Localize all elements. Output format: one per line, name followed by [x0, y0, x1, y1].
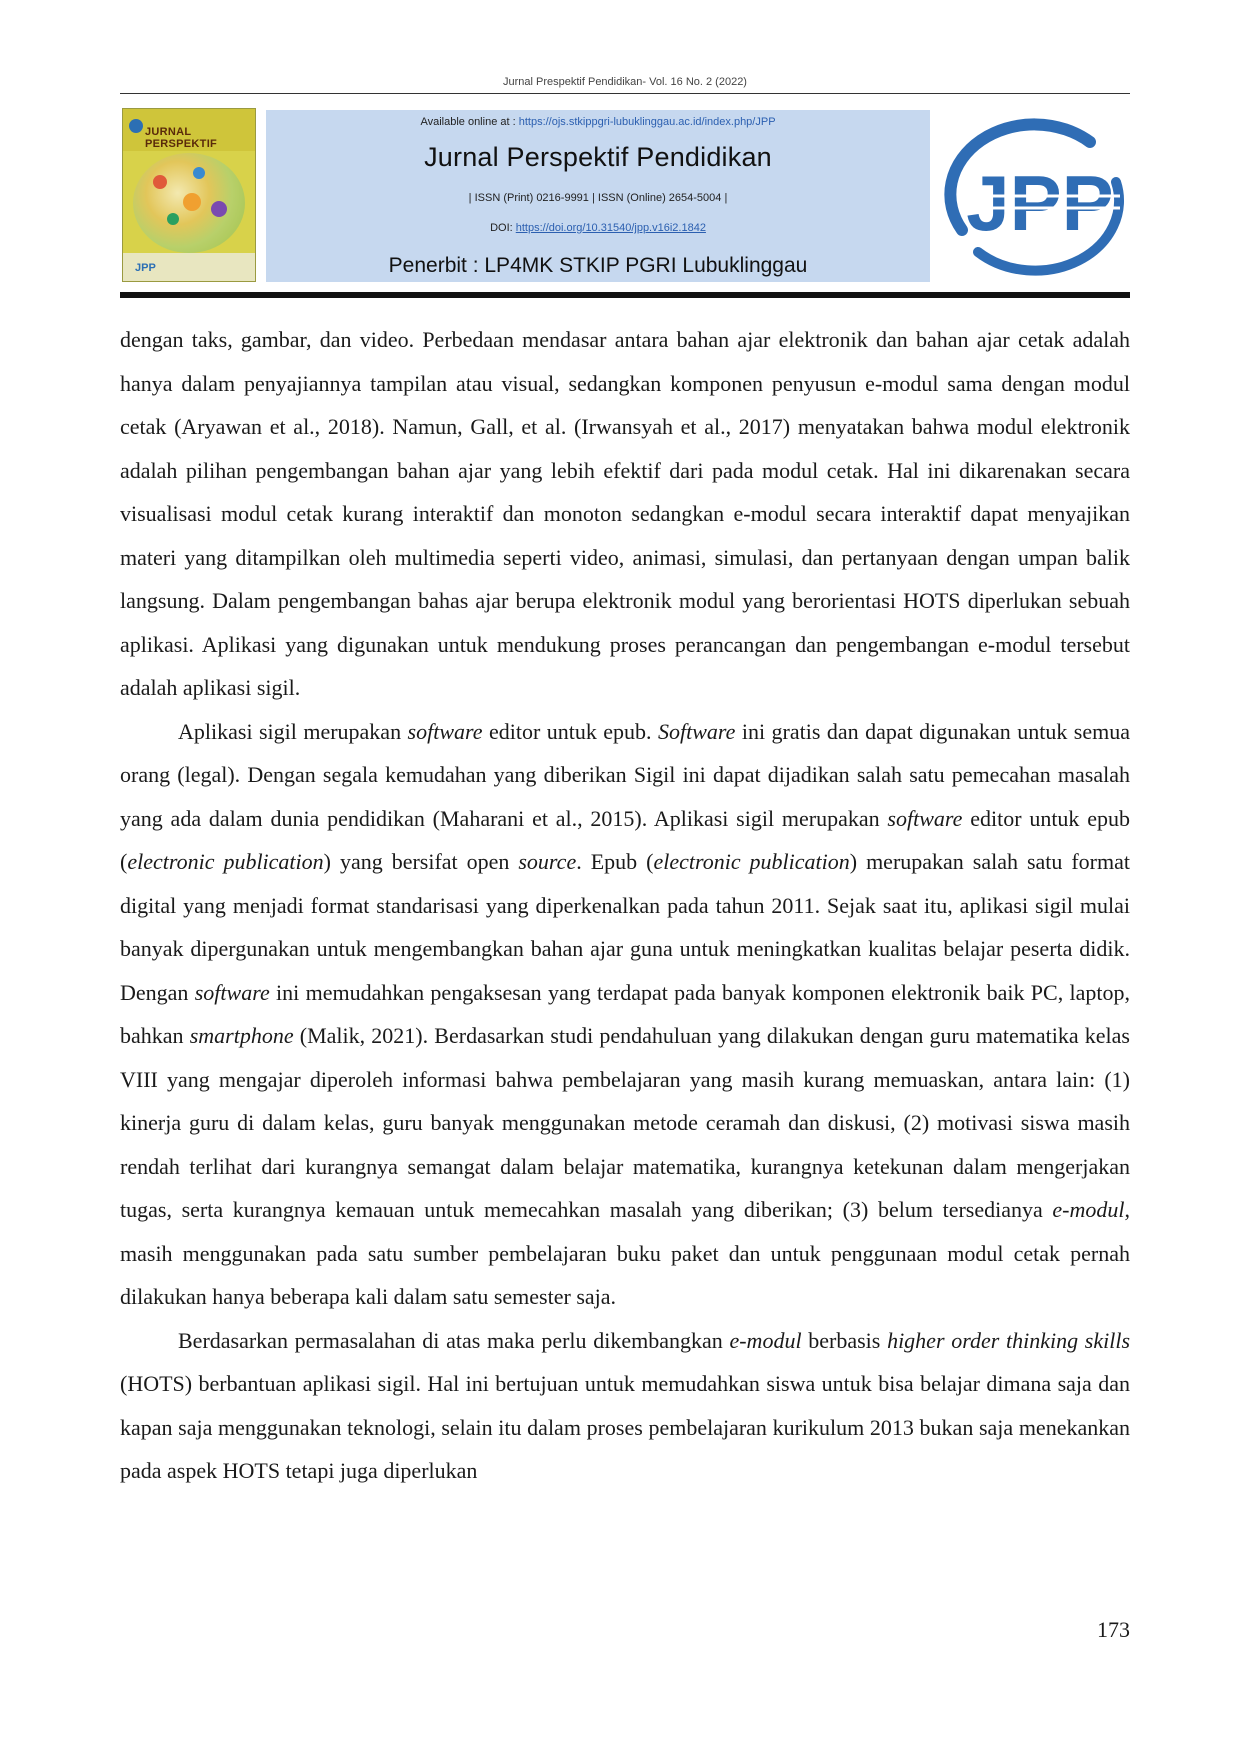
- cover-artwork-icon: [133, 153, 245, 253]
- journal-cover-thumbnail: [122, 108, 256, 282]
- doi-link[interactable]: https://doi.org/10.31540/jpp.v16i2.1842: [515, 222, 706, 234]
- cover-emblem-icon: [129, 119, 143, 133]
- issn-line: | ISSN (Print) 0216-9991 | ISSN (Online) 2654-5004 |: [468, 192, 728, 204]
- doi-line: [266, 222, 930, 234]
- cover-title: JURNAL PERSPEKTIF: [145, 126, 218, 150]
- doi-label: DOI:: [490, 222, 516, 234]
- running-head: Jurnal Prespektif Pendidikan- Vol. 16 No. 2 (2022): [503, 76, 747, 88]
- header-thick-rule: [120, 292, 1130, 298]
- paragraph-1: dengan taks, gambar, dan video. Perbedaan mendasar antara bahan ajar elektronik dan bahan ajar cetak adalah hanya dalam penyajiannya tampilan atau visual, sedangkan komponen penyusun e-modul sama dengan modul cetak (Aryawan et al., 2018). Namun, Gall, et al. (Irwansyah et al., 2017) menyatakan bahwa modul elektronik adalah pilihan pengembangan bahan ajar yang lebih efektif dari pada modul cetak. Hal ini dikarenakan secara visualisasi modul cetak kurang interaktif dan monoton sedangkan e-modul secara interaktif dapat menyajikan materi yang ditampilkan oleh multimedia seperti video, animasi, simulasi, dan pertanyaan dengan umpan balik langsung. Dalam pengembangan bahas ajar berupa elektronik modul yang berorientasi HOTS diperlukan sebuah aplikasi. Aplikasi yang digunakan untuk mendukung proses perancangan dan pengembangan e-modul tersebut adalah aplikasi sigil.: [120, 327, 1130, 700]
- article-body: [120, 318, 1130, 1493]
- page-number: 173: [1097, 1617, 1130, 1642]
- header-rule: [120, 93, 1130, 94]
- jpp-logo-text: JPP: [966, 159, 1114, 247]
- paragraph-3: Berdasarkan permasalahan di atas maka perlu dikembangkan e-modul berbasis higher order thinking skills (HOTS) berbantuan aplikasi sigil. Hal ini bertujuan untuk memudahkan siswa untuk bisa belajar dimana saja dan kapan saja menggunakan teknologi, selain itu dalam proses pembelajaran kurikulum 2013 bukan saja menekankan pada aspek HOTS tetapi juga diperlukan: [120, 1327, 1131, 1483]
- journal-banner: [266, 110, 930, 282]
- paragraph-2: Aplikasi sigil merupakan software editor untuk epub. Software ini gratis dan dapat digunakan untuk semua orang (legal). Dengan segala kemudahan yang diberikan Sigil ini dapat dijadikan salah satu pemecahan masalah yang ada dalam dunia pendidikan (Maharani et al., 2015). Aplikasi sigil merupakan software editor untuk epub (electronic publication) yang bersifat open source. Epub (electronic publication) merupakan salah satu format digital yang menjadi format standarisasi yang diperkenalkan pada tahun 2011. Sejak saat itu, aplikasi sigil mulai banyak dipergunakan untuk mengembangkan bahan ajar guna untuk meningkatkan kualitas belajar peserta didik. Dengan software ini memudahkan pengaksesan yang terdapat pada banyak komponen elektronik baik PC, laptop, bahkan smartphone (Malik, 2021). Berdasarkan studi pendahuluan yang dilakukan dengan guru matematika kelas VIII yang mengajar diperoleh informasi bahwa pembelajaran yang masih kurang memuaskan, antara lain: (1) kinerja guru di dalam kelas, guru banyak menggunakan metode ceramah dan diskusi, (2) motivasi siswa masih rendah terlihat dari kurangnya semangat dalam belajar matematika, kurangnya ketekunan dalam mengerjakan tugas, serta kurangnya kemauan untuk memecahkan masalah yang diberikan; (3) belum tersedianya e-modul, masih menggunakan pada satu sumber pembelajaran buku paket dan untuk penggunaan modul cetak pernah dilakukan hanya beberapa kali dalam satu semester saja.: [120, 718, 1131, 1309]
- journal-url-link[interactable]: https://ojs.stkippgri-lubuklinggau.ac.id/index.php/JPP: [518, 116, 776, 128]
- cover-logo-text: JPP: [135, 262, 156, 274]
- availability-label: Available online at :: [420, 116, 519, 128]
- publisher-line: Penerbit : LP4MK STKIP PGRI Lubuklinggau: [388, 254, 808, 277]
- availability-line: [266, 116, 930, 128]
- jpp-logo-icon: [940, 112, 1130, 282]
- journal-title: Jurnal Perspektif Pendidikan: [424, 142, 772, 172]
